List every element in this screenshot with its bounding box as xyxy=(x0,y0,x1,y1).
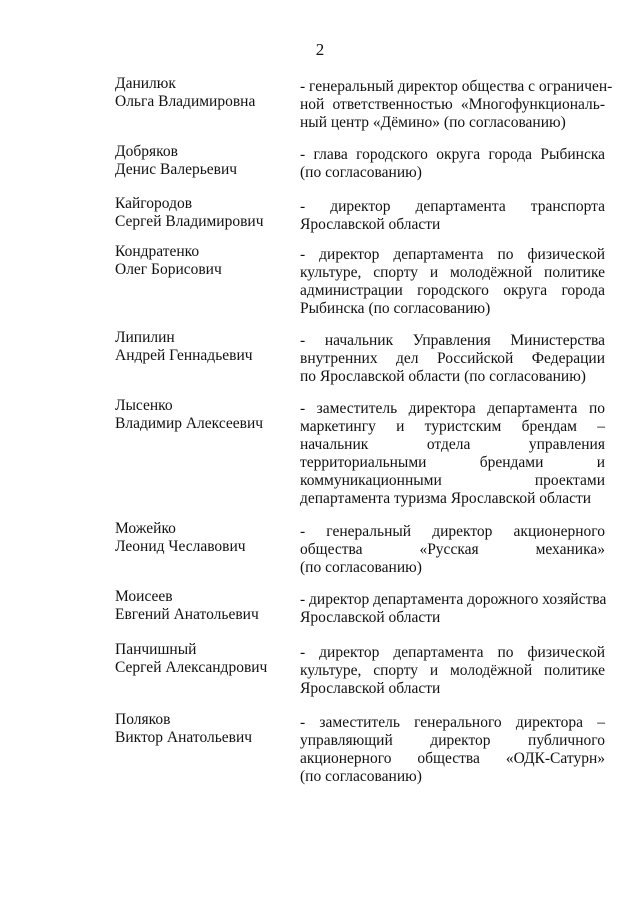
position-line: культуре, спорту и молодёжной политике xyxy=(300,662,605,679)
member-position xyxy=(300,523,605,577)
position-line: - заместитель генерального директора – xyxy=(300,714,605,731)
position-line: - директор департамента по физической xyxy=(300,644,605,661)
position-line: культуре, спорту и молодёжной политике xyxy=(300,264,605,281)
member-position xyxy=(300,591,605,627)
member-name xyxy=(115,143,295,179)
position-line: - директор департамента по физической xyxy=(300,246,605,263)
member-position xyxy=(300,78,613,132)
position-line: общества «Русская механика» xyxy=(300,541,605,558)
member-surname: Лысенко xyxy=(115,397,173,414)
member-given-names: Олег Борисович xyxy=(115,261,222,278)
member-position xyxy=(300,400,605,508)
member-given-names: Евгений Анатольевич xyxy=(115,606,259,623)
position-line: коммуникационными проектами xyxy=(300,472,605,489)
member-surname: Моисеев xyxy=(115,588,173,605)
position-line: - генеральный директор акционерного xyxy=(300,523,605,540)
position-line: Ярославской области xyxy=(300,680,441,697)
member-name xyxy=(115,711,295,747)
member-name xyxy=(115,520,295,556)
member-surname: Липилин xyxy=(115,329,175,346)
member-name xyxy=(115,588,295,624)
member-position xyxy=(300,198,605,234)
member-name xyxy=(115,397,295,433)
position-line: - директор департамента дорожного хозяйства xyxy=(300,591,607,608)
position-line: управляющий директор публичного xyxy=(300,732,605,749)
member-given-names: Сергей Владимирович xyxy=(115,213,264,230)
position-line: - заместитель директора департамента по xyxy=(300,400,605,417)
page-number: 2 xyxy=(315,40,325,59)
position-line: (по согласованию) xyxy=(300,559,422,576)
position-line: (по согласованию) xyxy=(300,164,422,181)
member-name xyxy=(115,75,295,111)
member-position xyxy=(300,146,605,182)
member-position xyxy=(300,714,605,786)
member-given-names: Виктор Анатольевич xyxy=(115,729,253,746)
member-surname: Данилюк xyxy=(115,75,176,92)
position-line: администрации городского округа города xyxy=(300,282,605,299)
member-surname: Добряков xyxy=(115,143,178,160)
position-line: - глава городского округа города Рыбинска xyxy=(300,146,605,163)
member-given-names: Андрей Геннадьевич xyxy=(115,347,253,364)
member-surname: Кондратенко xyxy=(115,243,200,260)
position-line: Рыбинска (по согласованию) xyxy=(300,300,491,317)
position-line: ной ответственностью «Многофункциональ- xyxy=(300,96,605,113)
member-position xyxy=(300,332,605,386)
member-position xyxy=(300,644,605,698)
position-line: - директор департамента транспорта xyxy=(300,198,605,215)
member-name xyxy=(115,243,295,279)
position-line: ный центр «Дёмино» (по согласованию) xyxy=(300,114,566,131)
member-surname: Поляков xyxy=(115,711,171,728)
position-line: маркетингу и туристским брендам – xyxy=(300,418,605,435)
position-line: Ярославской области xyxy=(300,609,441,626)
member-surname: Панчишный xyxy=(115,641,197,658)
position-line: начальник отдела управления xyxy=(300,436,605,453)
position-line: по Ярославской области (по согласованию) xyxy=(300,368,586,385)
member-given-names: Владимир Алексеевич xyxy=(115,415,264,432)
position-line: - начальник Управления Министерства xyxy=(300,332,605,349)
position-line: Ярославской области xyxy=(300,216,441,233)
position-line: акционерного общества «ОДК-Сатурн» xyxy=(300,750,605,767)
member-given-names: Денис Валерьевич xyxy=(115,161,238,178)
position-line: департамента туризма Ярославской области xyxy=(300,490,592,507)
member-given-names: Ольга Владимировна xyxy=(115,93,256,110)
member-given-names: Сергей Александрович xyxy=(115,659,268,676)
member-surname: Кайгородов xyxy=(115,195,193,212)
member-name xyxy=(115,329,295,365)
member-position xyxy=(300,246,605,318)
position-line: территориальными брендами и xyxy=(300,454,605,471)
member-surname: Можейко xyxy=(115,520,176,537)
position-line: внутренних дел Российской Федерации xyxy=(300,350,605,367)
member-name xyxy=(115,641,295,677)
position-line: - генеральный директор общества с ограничен- xyxy=(300,78,613,95)
member-name xyxy=(115,195,295,231)
position-line: (по согласованию) xyxy=(300,768,422,785)
member-given-names: Леонид Чеславович xyxy=(115,538,246,555)
